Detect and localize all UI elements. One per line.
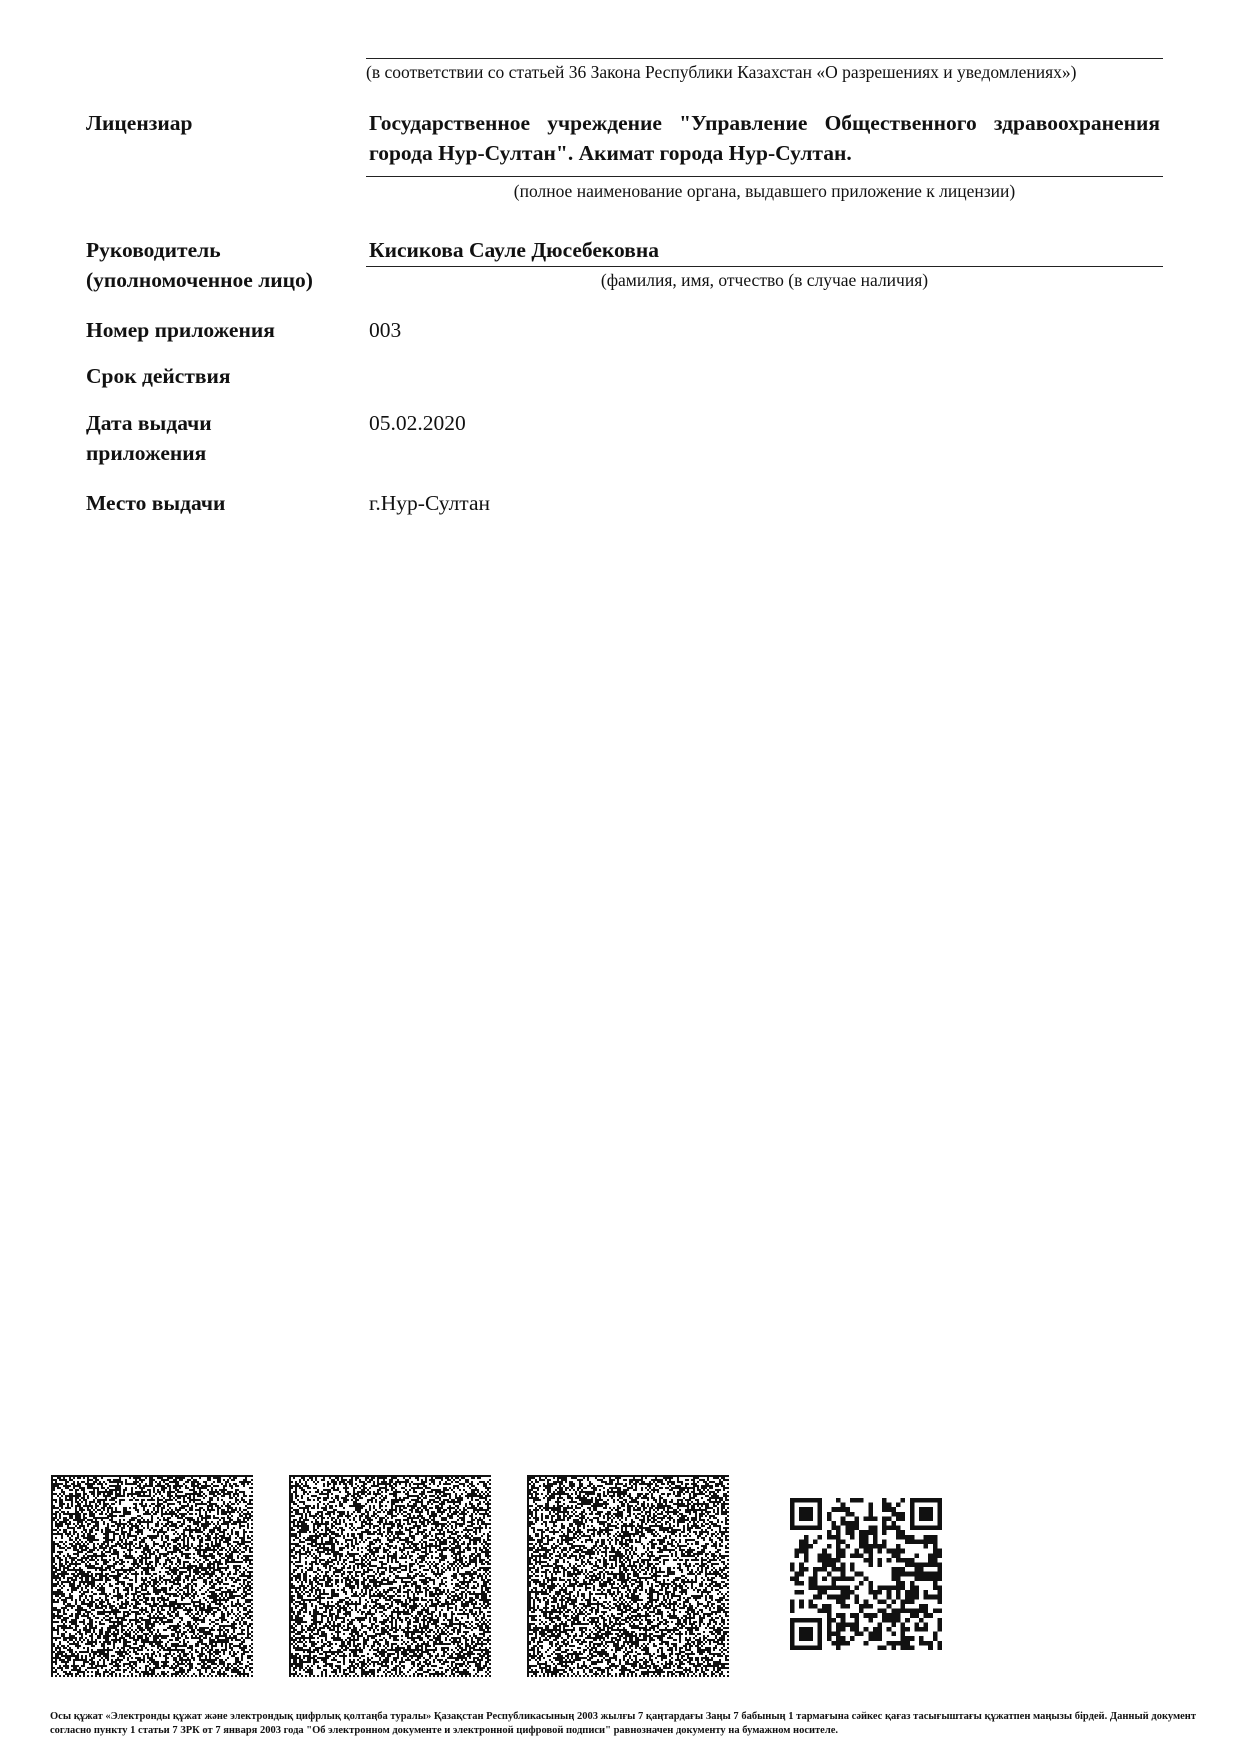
signature-barcode-2 bbox=[289, 1475, 491, 1677]
issue-place-label: Место выдачи bbox=[86, 491, 226, 515]
annex-number-value: 003 bbox=[369, 318, 402, 342]
issue-date-label bbox=[86, 408, 356, 468]
signature-barcode-3 bbox=[527, 1475, 729, 1677]
issue-date-label-line2: приложения bbox=[86, 441, 207, 465]
issue-date-label-line1: Дата выдачи bbox=[86, 411, 212, 435]
law-reference-note: (в соответствии со статьей 36 Закона Республики Казахстан «О разрешениях и уведомлениях») bbox=[366, 62, 1077, 82]
licensor-caption: (полное наименование органа, выдавшего приложение к лицензии) bbox=[513, 181, 1016, 201]
validity-label: Срок действия bbox=[86, 364, 231, 388]
head-caption: (фамилия, имя, отчество (в случае наличия) bbox=[600, 270, 929, 290]
licensor-underline bbox=[366, 176, 1163, 177]
head-value: Кисикова Сауле Дюсебековна bbox=[369, 238, 659, 262]
head-label-line1: Руководитель bbox=[86, 238, 221, 262]
footer-legal-text: Осы құжат «Электронды құжат және электрондық цифрлық қолтаңба туралы» Қазақстан Республикасының 2003 жылғы 7 қаңтардағы Заңы 7 бабының 1 тармағына сәйкес қағаз тасығыштағы құжатпен маңызы бірдей. Данный документ согласно пункту 1 статьи 7 ЗРК от 7 января 2003 года "Об электронном документе и электронной цифровой подписи" равнозначен документу на бумажном носителе. bbox=[50, 1711, 1196, 1736]
verification-qr-code bbox=[790, 1498, 942, 1650]
head-label bbox=[86, 235, 356, 295]
issue-place-value: г.Нур-Султан bbox=[369, 491, 491, 515]
header-rule bbox=[366, 58, 1163, 59]
head-underline bbox=[366, 266, 1163, 267]
issue-date-value: 05.02.2020 bbox=[369, 411, 466, 435]
head-label-line2: (уполномоченное лицо) bbox=[86, 268, 313, 292]
annex-number-label: Номер приложения bbox=[86, 318, 275, 342]
signature-barcode-1 bbox=[51, 1475, 253, 1677]
licensor-label: Лицензиар bbox=[86, 111, 193, 135]
licensor-value: Государственное учреждение "Управление Общественного здравоохранения города Нур-Султан". Акимат города Нур-Султан. bbox=[369, 111, 1160, 165]
